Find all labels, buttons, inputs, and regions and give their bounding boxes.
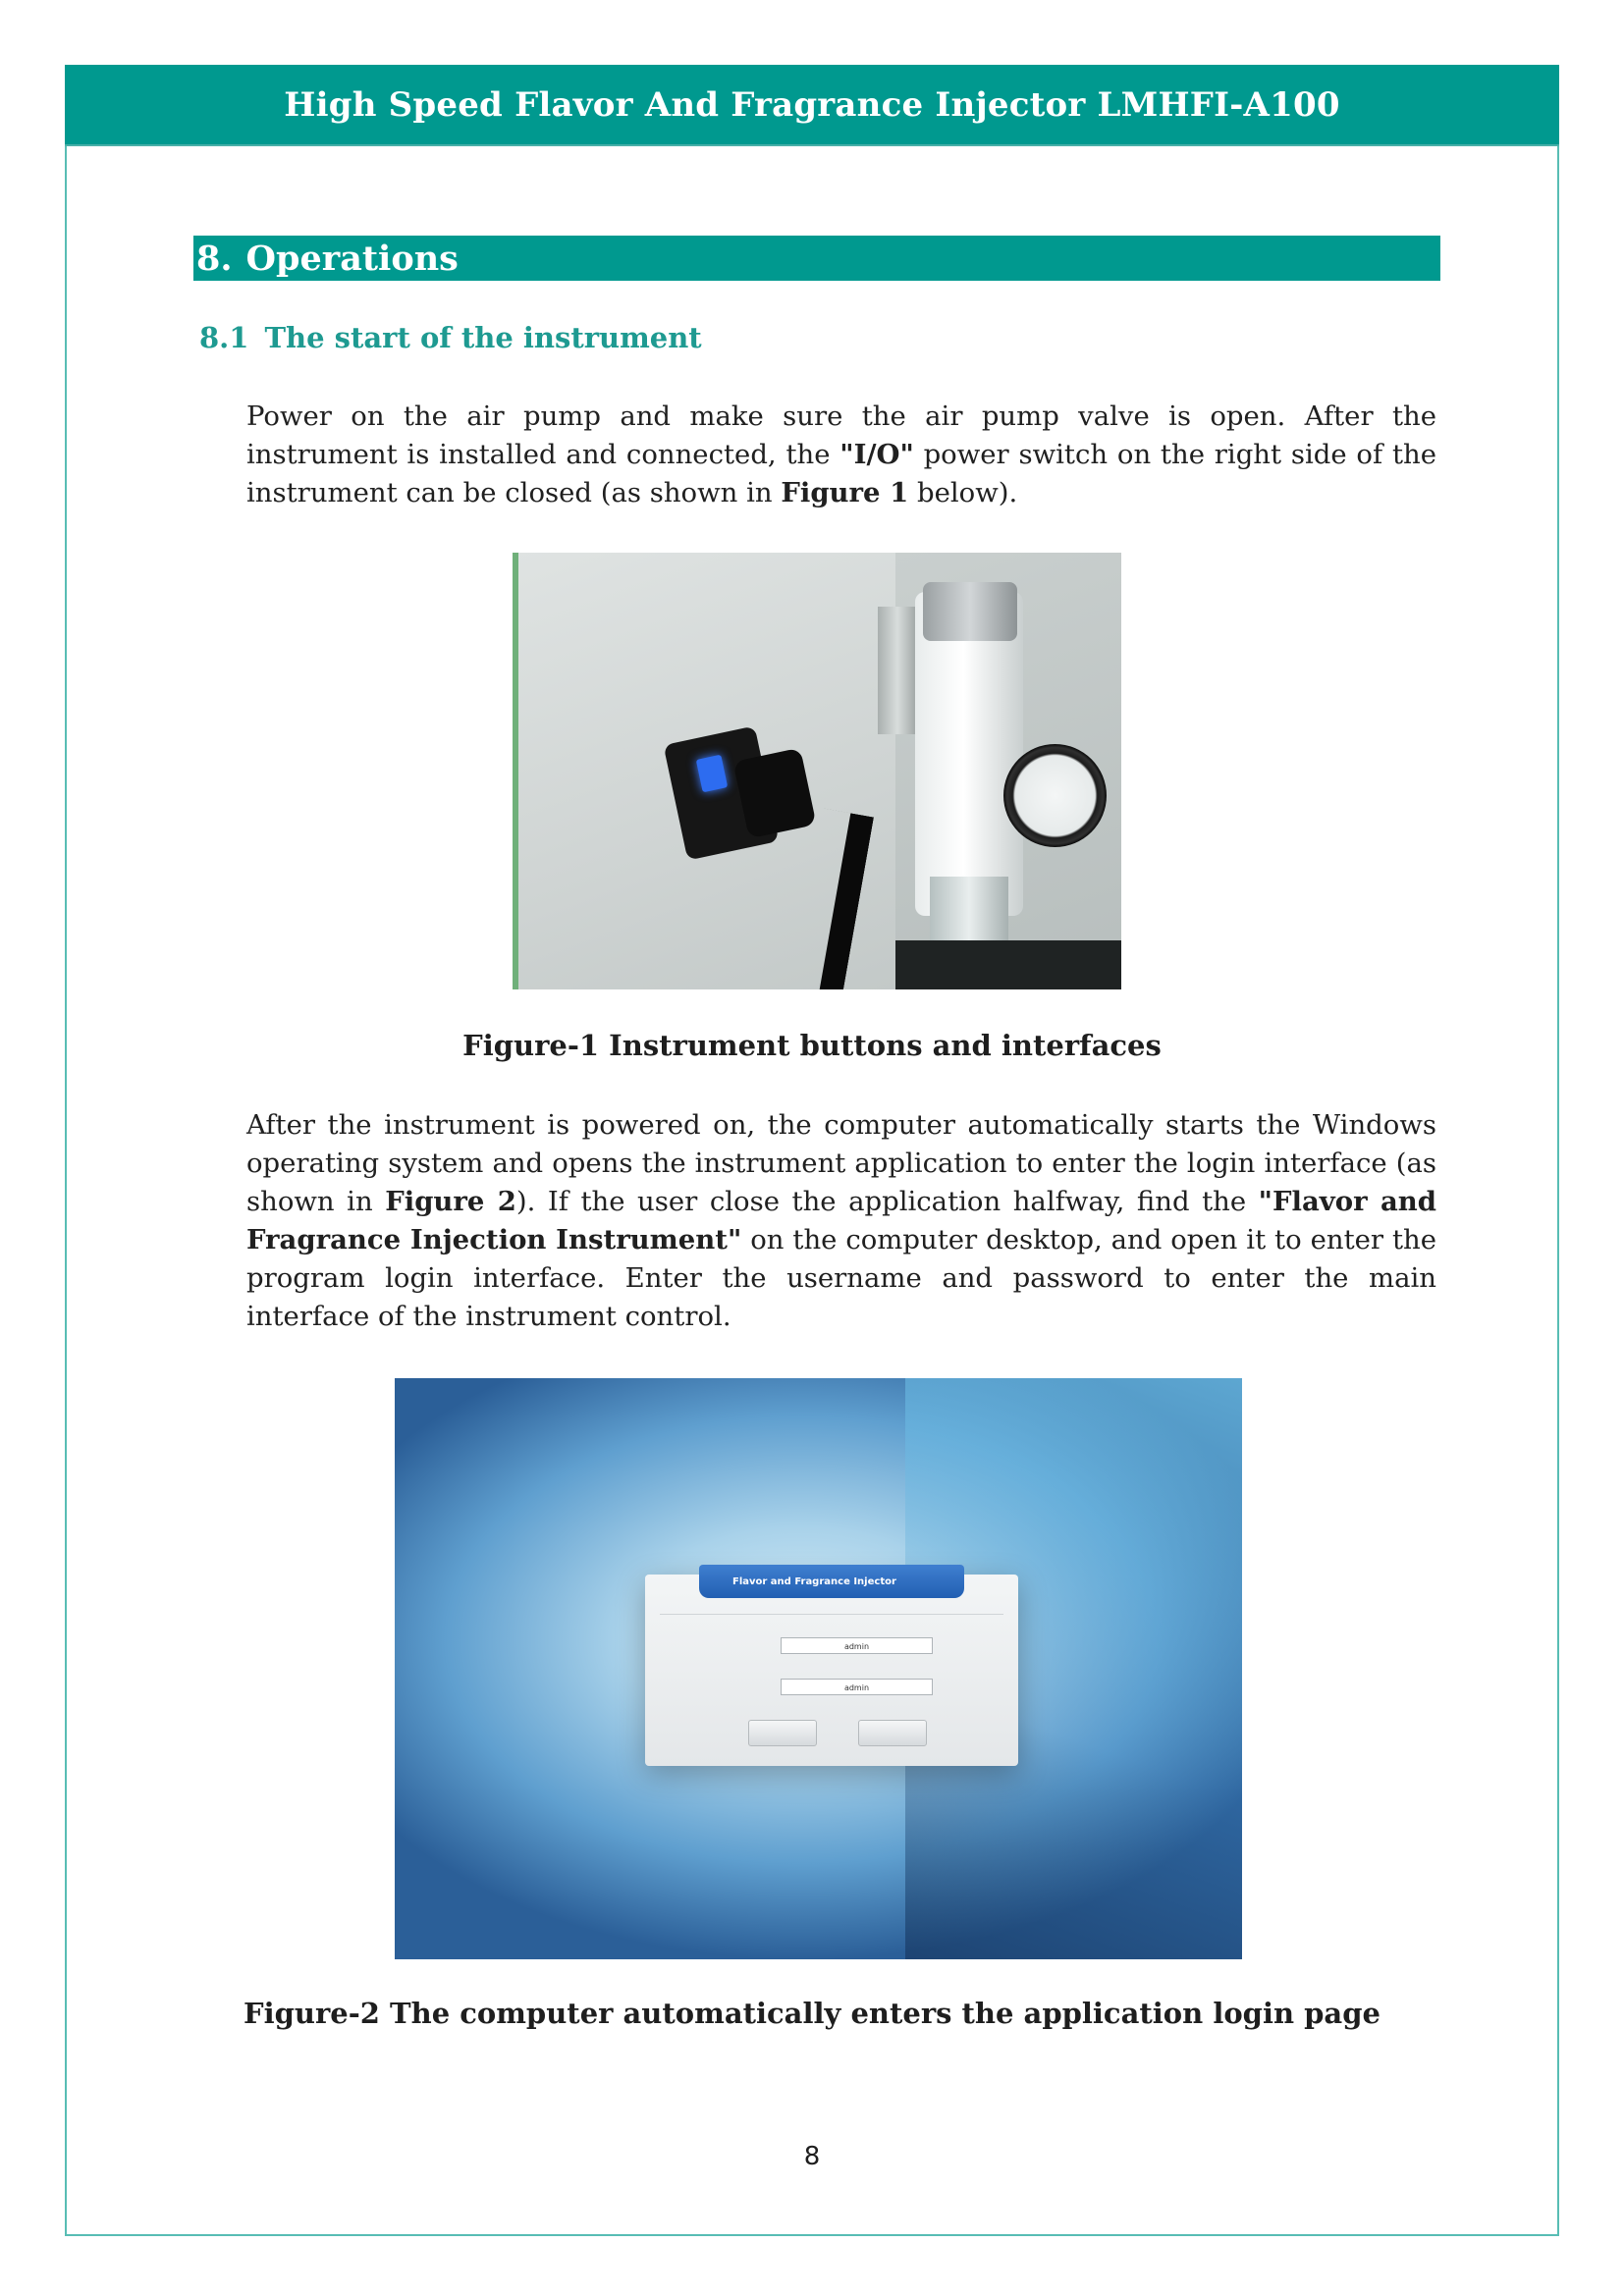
regulator-knob — [923, 582, 1017, 641]
login-button — [748, 1720, 817, 1746]
section-heading — [193, 236, 1440, 281]
figure-2-screenshot — [395, 1378, 1242, 1959]
paragraph-text: ). If the user close the application halfway, find the — [515, 1186, 1259, 1217]
login-dialog-title: Flavor and Fragrance Injector — [732, 1575, 896, 1587]
pressure-gauge — [1003, 744, 1107, 847]
mounting-bracket — [878, 607, 917, 734]
figure-reference: Figure 2 — [385, 1186, 516, 1217]
section-number: 8. — [196, 238, 233, 279]
figure-reference: Figure 1 — [781, 477, 909, 508]
paragraph-power-on — [246, 398, 1436, 512]
section-title-text: Operations — [245, 238, 459, 279]
paragraph-text: below). — [908, 477, 1018, 508]
subsection-number: 8.1 — [199, 321, 249, 354]
dialog-divider — [660, 1614, 1003, 1615]
paragraph-text: on the computer desktop, and open it to enter the program login interface. Enter the username and password to enter the main interface of the instrument control. — [246, 1224, 1436, 1332]
paragraph-text: power switch on the right side of the instrument can be closed (as shown in — [246, 439, 1436, 508]
username-field: admin — [781, 1637, 933, 1654]
figure-2-caption: Figure-2 The computer automatically enters the application login page — [244, 1997, 1380, 2030]
cancel-button — [858, 1720, 927, 1746]
paragraph-bold-text: "I/O" — [839, 439, 914, 470]
document-header — [65, 65, 1559, 146]
photo-floor — [895, 940, 1121, 989]
section-title — [193, 239, 459, 279]
password-field: admin — [781, 1679, 933, 1695]
page-number: 8 — [803, 2142, 821, 2171]
paragraph-text: After the instrument is powered on, the computer automatically starts the Windows operating system and opens the instrument application to enter the login interface (as shown in — [246, 1109, 1436, 1217]
subsection-title-text: The start of the instrument — [264, 321, 702, 354]
paragraph-text: Power on the air pump and make sure the air pump valve is open. After the instrument is installed and connected, the — [246, 400, 1436, 470]
paragraph-login — [246, 1106, 1436, 1336]
document-title: High Speed Flavor And Fragrance Injector LMHFI-A100 — [284, 84, 1340, 125]
figure-1-caption: Figure-1 Instrument buttons and interfaces — [462, 1029, 1162, 1062]
login-dialog-title-bar — [699, 1565, 964, 1598]
subsection-heading — [199, 321, 702, 354]
figure-1-photo — [513, 553, 1121, 989]
photo-edge — [513, 553, 518, 989]
login-dialog — [645, 1575, 1018, 1766]
paragraph-bold-text: "Flavor and Fragrance Injection Instrument" — [246, 1186, 1437, 1255]
